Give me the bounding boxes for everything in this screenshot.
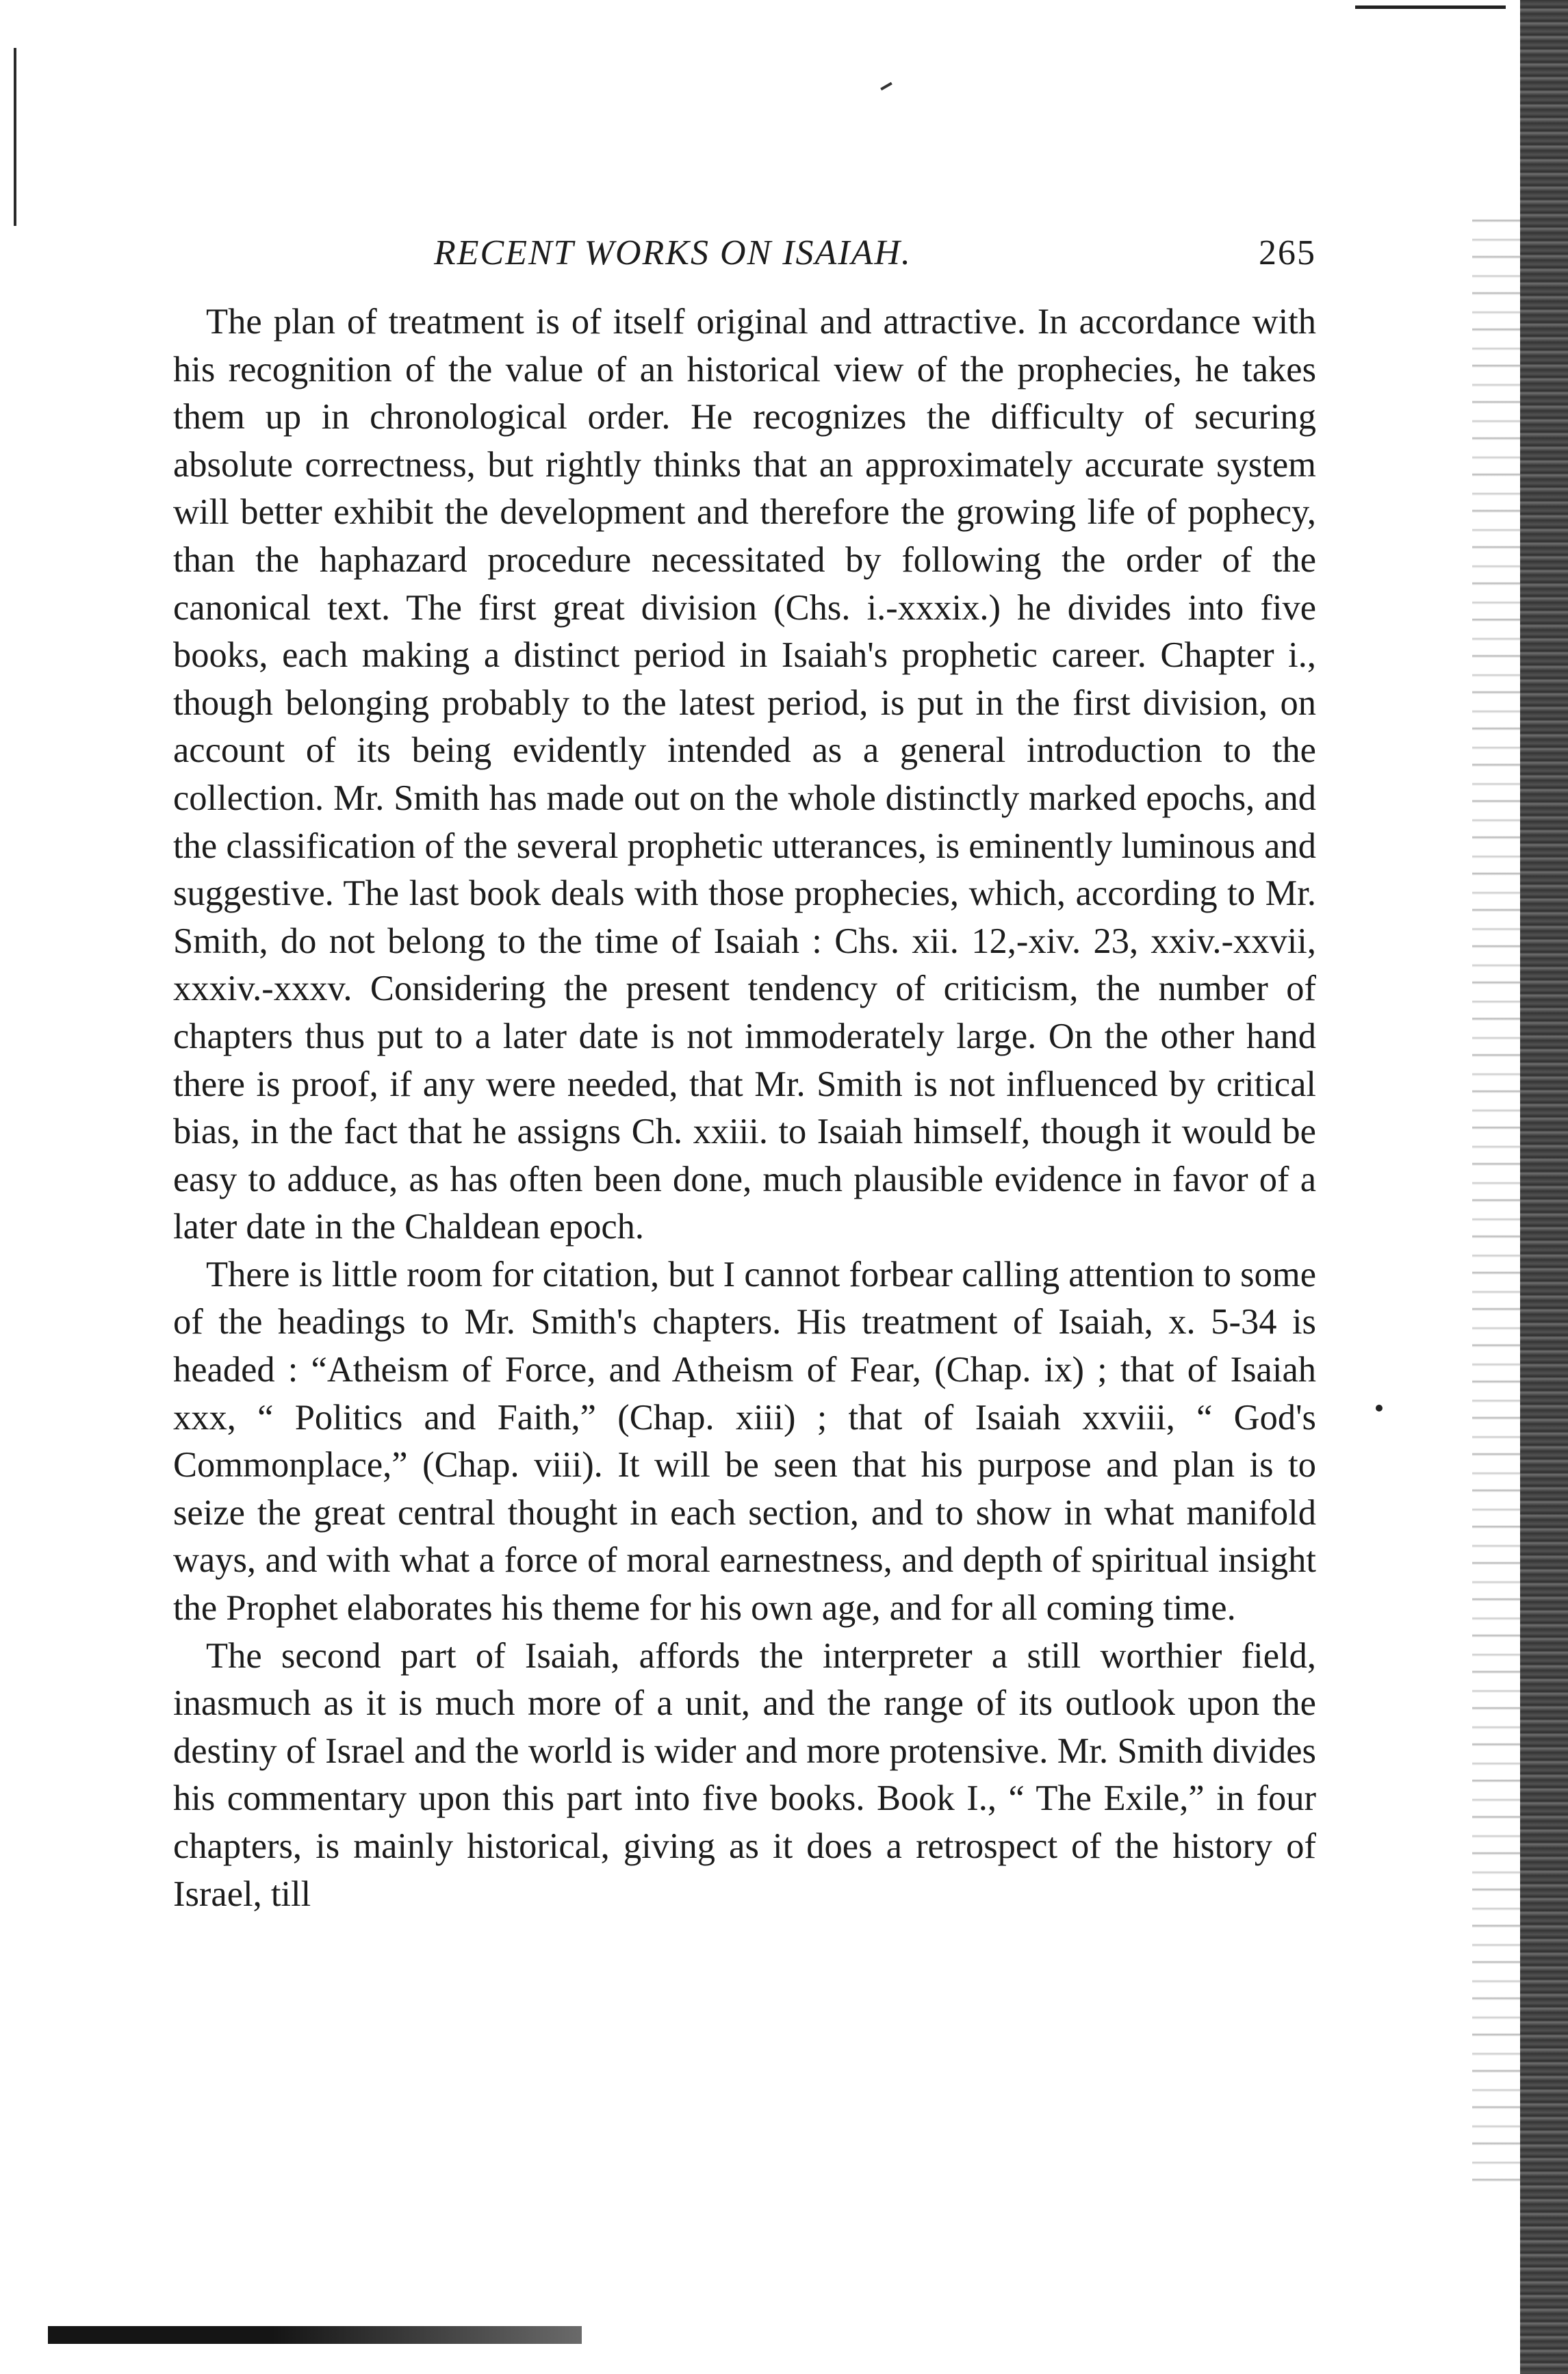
running-head xyxy=(173,233,1316,288)
paragraph-3: The second part of Isaiah, affords the interpreter a still worthier field, inasmuch as it is much more of a unit, and the range of its outlook upon the destiny of Israel and the world is wider and more protensive. Mr. Smith divides his commentary upon this part into five books. Book I., “ The Exile,” in four chapters, is mainly historical, giving as it does a retrospect of the history of Israel, till xyxy=(173,1635,1316,1914)
book-page xyxy=(173,233,1316,1918)
scan-dot xyxy=(1376,1405,1383,1412)
scan-edge-mark-left xyxy=(14,48,16,226)
scan-edge-mark-bottom xyxy=(48,2326,582,2344)
book-binding-edge xyxy=(1465,0,1568,2374)
binding-dark-edge xyxy=(1520,0,1568,2374)
running-title: RECENT WORKS ON ISAIAH. xyxy=(434,233,912,272)
binding-speckle xyxy=(1472,205,1520,2191)
paragraph-2: There is little room for citation, but I cannot forbear calling attention to some of the headings to Mr. Smith's chapters. His treatment of Isaiah, x. 5-34 is headed : “Atheism of Force, and Atheism of Fear, (Chap. ix) ; that of Isaiah xxx, “ Politics and Faith,” (Chap. xiii) ; that of Isaiah xxviii, “ God's Commonplace,” (Chap. viii). It will be seen that his purpose and plan is to seize the great central thought in each section, and to show in what manifold ways, and with what a force of moral earnestness, and depth of spiritual insight the Prophet elaborates his theme for his own age, and for all coming time. xyxy=(173,1254,1316,1629)
scan-speck xyxy=(880,82,892,90)
paragraph-1: The plan of treatment is of itself original and attractive. In accordance with his recognition of the value of an historical view of the prophecies, he takes them up in chronological order. He recognizes the difficulty of securing absolute correctness, but rightly thinks that an approximately accurate system will better exhibit the development and therefore the growing life of pophecy, than the haphazard procedure necessitated by following the order of the canonical text. The first great division (Chs. i.-xxxix.) he divides into five books, each making a distinct period in Isaiah's prophetic career. Chapter i., though belonging probably to the latest period, is put in the first division, on account of its being evidently intended as a general introduction to the collection. Mr. Smith has made out on the whole distinctly marked epochs, and the classification of the several prophetic utterances, is eminently luminous and suggestive. The last book deals with those prophecies, which, according to Mr. Smith, do not belong to the time of Isaiah : Chs. xii. 12,-xiv. 23, xxiv.-xxvii, xxxiv.-xxxv. Considering the present tendency of criticism, the number of chapters thus put to a later date is not immoderately large. On the other hand there is proof, if any were needed, that Mr. Smith is not influenced by critical bias, in the fact that he assigns Ch. xxiii. to Isaiah himself, though it would be easy to adduce, as has often been done, much plausible evidence in favor of a later date in the Chaldean epoch. xyxy=(173,302,1316,1247)
page-number: 265 xyxy=(1259,233,1316,272)
